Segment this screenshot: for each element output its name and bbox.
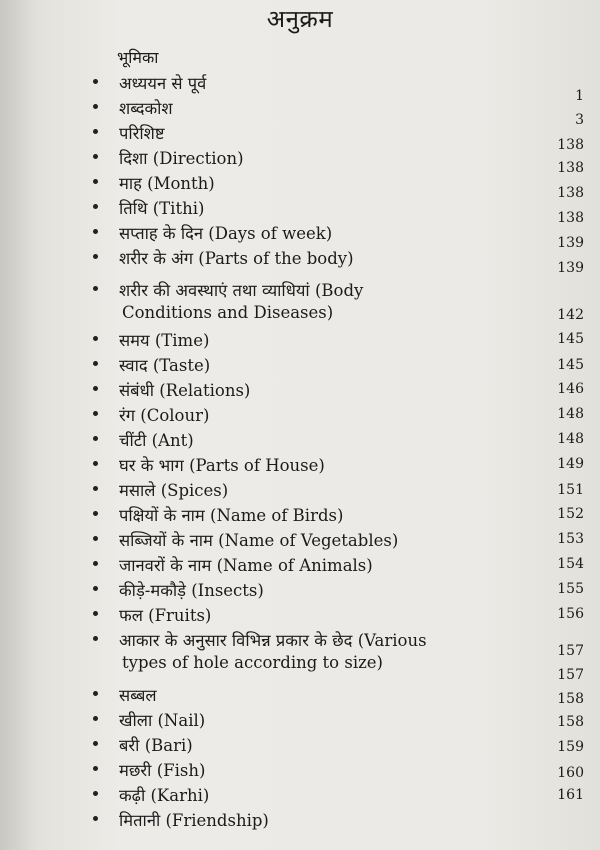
bullet-icon	[93, 411, 98, 416]
bullet-icon	[93, 129, 98, 134]
toc-entry[interactable]	[0, 278, 600, 302]
toc-entry[interactable]	[0, 403, 600, 427]
toc-entry-label: शरीर की अवस्थाएं तथा व्याधियां (Body	[119, 281, 364, 300]
toc-entry-label: दिशा (Direction)	[119, 149, 244, 168]
bullet-icon	[93, 816, 98, 821]
bullet-icon	[93, 254, 98, 259]
toc-entry[interactable]	[0, 683, 600, 707]
toc-entry[interactable]	[0, 96, 600, 120]
bullet-icon	[93, 741, 98, 746]
toc-entry-label: मितानी (Friendship)	[119, 811, 269, 830]
page-number: 148	[557, 406, 584, 422]
toc-entry-continuation: Conditions and Diseases)	[122, 303, 334, 322]
toc-entry[interactable]	[0, 246, 600, 276]
toc-entry-label: मछरी (Fish)	[119, 761, 206, 780]
toc-entry[interactable]	[0, 783, 600, 807]
toc-entry[interactable]	[0, 528, 600, 552]
toc-entry[interactable]	[0, 708, 600, 732]
toc-entry-continuation: types of hole according to size)	[122, 653, 383, 672]
page-number: 142	[557, 307, 584, 323]
bullet-icon	[93, 561, 98, 566]
toc-entry[interactable]	[0, 503, 600, 527]
page-number: 146	[557, 381, 584, 397]
bullet-icon	[93, 461, 98, 466]
toc-entry-label: फल (Fruits)	[119, 606, 212, 625]
bullet-icon	[93, 229, 98, 234]
toc-entry-label: अध्ययन से पूर्व	[119, 74, 207, 93]
page-number: 138	[557, 185, 584, 201]
page-title: अनुक्रम	[266, 5, 334, 33]
page-number: 159	[557, 739, 584, 755]
bullet-icon	[93, 486, 98, 491]
toc-entry-label: शब्दकोश	[119, 99, 173, 118]
toc-entry[interactable]	[0, 758, 600, 782]
bullet-icon	[93, 436, 98, 441]
toc-entry[interactable]	[0, 628, 600, 652]
page-number: 148	[557, 431, 584, 447]
toc-entry[interactable]	[0, 808, 600, 832]
bullet-icon	[93, 286, 98, 291]
page-number: 160	[557, 765, 584, 781]
bullet-icon	[93, 154, 98, 159]
toc-entry-label: परिशिष्ट	[119, 124, 165, 143]
toc-entry-label: कीड़े-मकौड़े (Insects)	[119, 581, 264, 600]
toc-entry[interactable]	[0, 71, 600, 95]
bullet-icon	[93, 336, 98, 341]
toc-entry[interactable]	[0, 221, 600, 251]
page-number: 3	[575, 112, 584, 128]
bullet-icon	[93, 511, 98, 516]
toc-entry[interactable]	[0, 553, 600, 577]
page-number: 1	[575, 88, 584, 104]
bullet-icon	[93, 79, 98, 84]
toc-entry-label: समय (Time)	[119, 331, 210, 350]
toc-entry-label: बरी (Bari)	[119, 736, 193, 755]
page-number: 156	[557, 606, 584, 622]
toc-entry[interactable]	[0, 378, 600, 402]
page-number: 152	[557, 506, 584, 522]
page-number: 153	[557, 531, 584, 547]
toc-entry[interactable]	[0, 146, 600, 176]
page-number: 145	[557, 331, 584, 347]
toc-entry[interactable]	[0, 196, 600, 226]
toc-entry-label: खीला (Nail)	[119, 711, 206, 730]
page-number: 161	[557, 787, 584, 803]
page-number: 145	[557, 357, 584, 373]
toc-entry-label: रंग (Colour)	[119, 406, 210, 425]
page-number: 158	[557, 691, 584, 707]
toc-entry-label: घर के भाग (Parts of House)	[119, 456, 325, 475]
preface-label: भूमिका	[117, 48, 159, 67]
toc-entry[interactable]	[0, 453, 600, 477]
bullet-icon	[93, 636, 98, 641]
toc-entry-label: पक्षियों के नाम (Name of Birds)	[119, 506, 344, 525]
bullet-icon	[93, 791, 98, 796]
bullet-icon	[93, 611, 98, 616]
page-number: 139	[557, 235, 584, 251]
toc-entry[interactable]	[0, 733, 600, 757]
bullet-icon	[93, 716, 98, 721]
toc-entry[interactable]	[0, 171, 600, 201]
bullet-icon	[93, 104, 98, 109]
toc-entry[interactable]	[0, 328, 600, 352]
page-number: 139	[557, 260, 584, 276]
bullet-icon	[93, 536, 98, 541]
bullet-icon	[93, 204, 98, 209]
page-number: 157	[557, 643, 584, 659]
toc-entry-label: मसाले (Spices)	[119, 481, 229, 500]
toc-entry-label: चींटी (Ant)	[119, 431, 194, 450]
page-number: 149	[557, 456, 584, 472]
toc-entry-label: तिथि (Tithi)	[119, 199, 205, 218]
bullet-icon	[93, 386, 98, 391]
toc-entry-label: आकार के अनुसार विभिन्न प्रकार के छेद (Various	[119, 631, 427, 650]
page-number: 151	[557, 482, 584, 498]
toc-entry-label: संबंधी (Relations)	[119, 381, 251, 400]
bullet-icon	[93, 179, 98, 184]
toc-entry[interactable]	[0, 478, 600, 502]
bullet-icon	[93, 586, 98, 591]
toc-entry[interactable]	[0, 121, 600, 145]
page-number: 157	[557, 667, 584, 683]
page-number: 155	[557, 581, 584, 597]
bullet-icon	[93, 361, 98, 366]
toc-entry-label: सब्बल	[119, 686, 157, 705]
page-number: 154	[557, 556, 584, 572]
bullet-icon	[93, 766, 98, 771]
toc-entry-label: सप्ताह के दिन (Days of week)	[119, 224, 333, 243]
bullet-icon	[93, 691, 98, 696]
page-number: 138	[557, 210, 584, 226]
toc-entry[interactable]	[0, 578, 600, 602]
toc-entry-label: कढ़ी (Karhi)	[119, 786, 210, 805]
toc-entry-label: सब्जियों के नाम (Name of Vegetables)	[119, 531, 399, 550]
toc-entry-label: स्वाद (Taste)	[119, 356, 211, 375]
toc-entry[interactable]	[0, 353, 600, 377]
toc-entry[interactable]	[0, 603, 600, 627]
page-number: 138	[557, 160, 584, 176]
toc-entry[interactable]	[0, 428, 600, 452]
toc-entry-label: माह (Month)	[119, 174, 215, 193]
page-number: 138	[557, 137, 584, 153]
toc-entry-label: जानवरों के नाम (Name of Animals)	[119, 556, 373, 575]
toc-entry-label: शरीर के अंग (Parts of the body)	[119, 249, 354, 268]
page-number: 158	[557, 714, 584, 730]
